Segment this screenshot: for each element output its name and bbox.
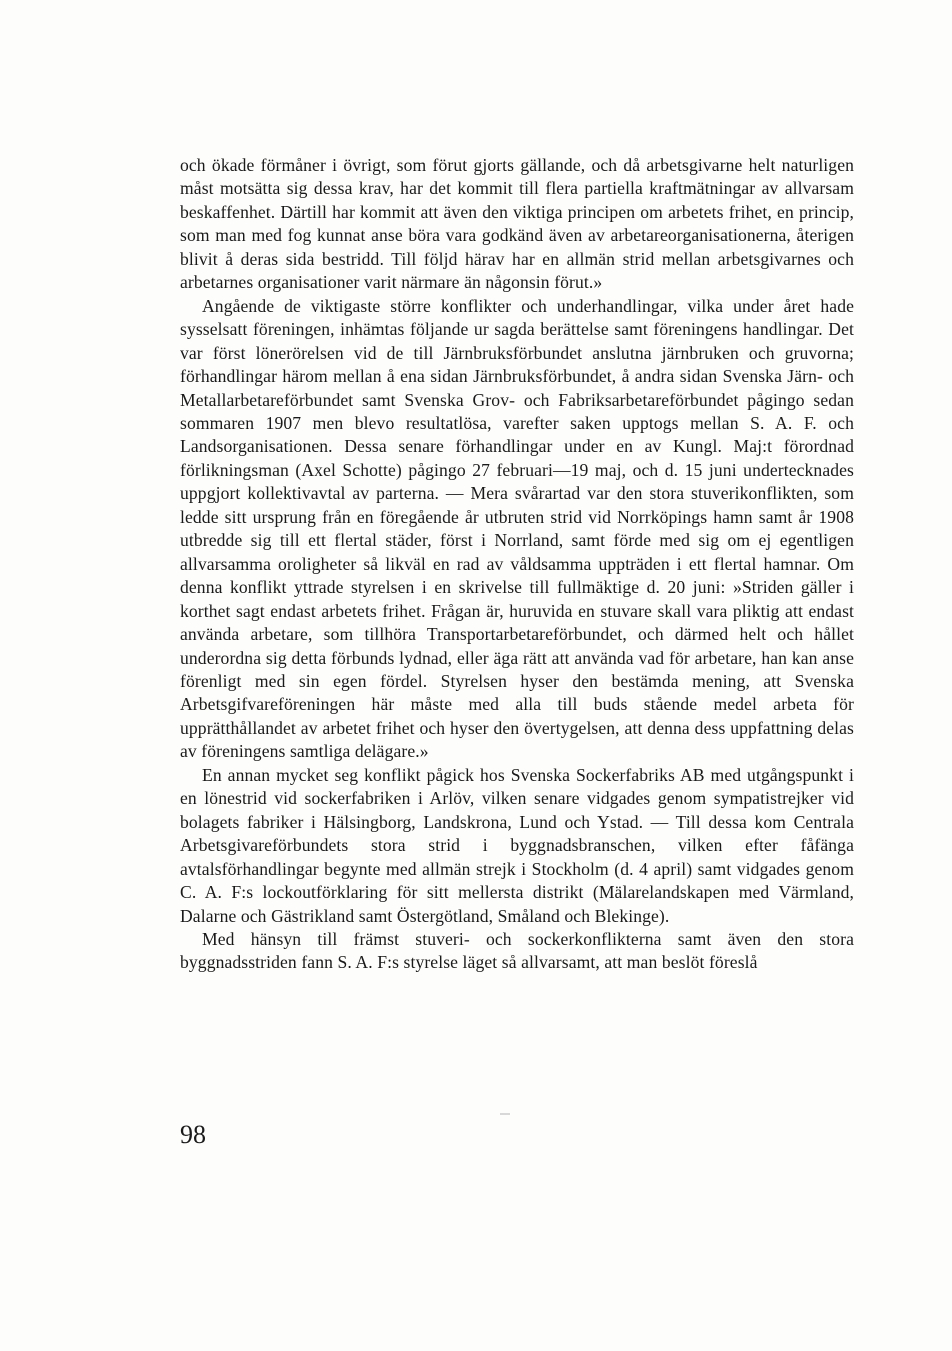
paragraph-conflicts: Angående de viktigaste större konflikter och underhandlingar, vilka under året hade sysselsatt föreningen, inhämtas följande ur sagda berättelse samt föreningens handlingar. Det var först lönerörelsen vid de till Järnbruksförbundet anslutna järnbruken och gruvorna; förhandlingar härom mellan å ena sidan Järnbruksförbundet, å andra sidan Svenska Järn- och Metallarbetareförbundet samt Svenska Grov- och Fabriksarbetareförbundet pågingo sedan sommaren 1907 men blevo resultatlösa, varefter saken upptogs mellan S. A. F. och Landsorganisationen. Dessa senare förhandlingar under en av Kungl. Maj:t förordnad förlikningsman (Axel Schotte) pågingo 27 februari—19 maj, och d. 15 juni undertecknades uppgjort kollektivavtal av parterna. — Mera svårartad var den stora stuverikonflikten, som ledde sitt ursprung från en föregående år utbruten strid vid Norrköpings hamn samt år 1908 utbredde sig till ett flertal städer, först i Norrland, samt förde med sig om ej egentligen allvarsamma oroligheter så likväl en rad av våldsamma uppträden i ett flertal hamnar. Om denna konflikt yttrade styrelsen i en skrivelse till fullmäktige d. 20 juni: »Striden gäller i korthet sagt endast arbetets frihet. Frågan är, huruvida en stuvare skall vara pliktig att endast använda arbetare, som tillhöra Transportarbetareförbundet, och därmed helt och hållet underordna sig detta förbunds lydnad, eller äga rätt att använda vad för arbetare, han kan anse förenligt med sin egen fördel. Styrelsen hyser den bestämda mening, att Svenska Arbetsgifvareföreningen här måste med alla till buds stående medel arbeta för upprätthållandet av arbetet frihet och hyser den övertygelsen, att denna dess uppfattning delas av föreningens samtliga delägare.» bbox=[180, 295, 854, 762]
print-mark bbox=[500, 1113, 510, 1115]
page-number: 98 bbox=[180, 1120, 206, 1149]
paragraph-continuation: och ökade förmåner i övrigt, som förut gjorts gällande, och då arbetsgivarne helt naturligen måst motsätta sig dessa krav, har det kommit till flera partiella kraftmätningar av allvarsam beskaffenhet. Därtill har kommit att även den viktiga principen om arbetets frihet, en princip, som man med fog kunnat anse böra vara godkänd även av arbetareorganisationerna, återigen blivit å deras sida bestridd. Till följd härav har en allmän strid mellan arbetsgivarnes och arbetarnes organisationer varit närmare än någonsin förut.» bbox=[180, 155, 854, 293]
body-text bbox=[180, 154, 854, 975]
paragraph-board-decision: Med hänsyn till främst stuveri- och sockerkonflikterna samt även den stora byggnadsstriden fann S. A. F:s styrelse läget så allvarsamt, att man beslöt föreslå bbox=[180, 928, 854, 973]
paragraph-sugar-conflict: En annan mycket seg konflikt pågick hos Svenska Sockerfabriks AB med utgångspunkt i en lönestrid vid sockerfabriken i Arlöv, vilken senare vidgades genom sympatistrejker vid bolagets fabriker i Hälsingborg, Landskrona, Lund och Ystad. — Till dessa kom Centrala Arbetsgivareförbundets stora strid i byggnadsbranschen, vilken efter fåfänga avtalsförhandlingar begynte med allmän strejk i Stockholm (d. 4 april) samt vidgades genom C. A. F:s lockoutförklaring för sitt mellersta distrikt (Mälarelandskapen med Värmland, Dalarne och Gästrikland samt Östergötland, Småland och Blekinge). bbox=[180, 764, 854, 926]
